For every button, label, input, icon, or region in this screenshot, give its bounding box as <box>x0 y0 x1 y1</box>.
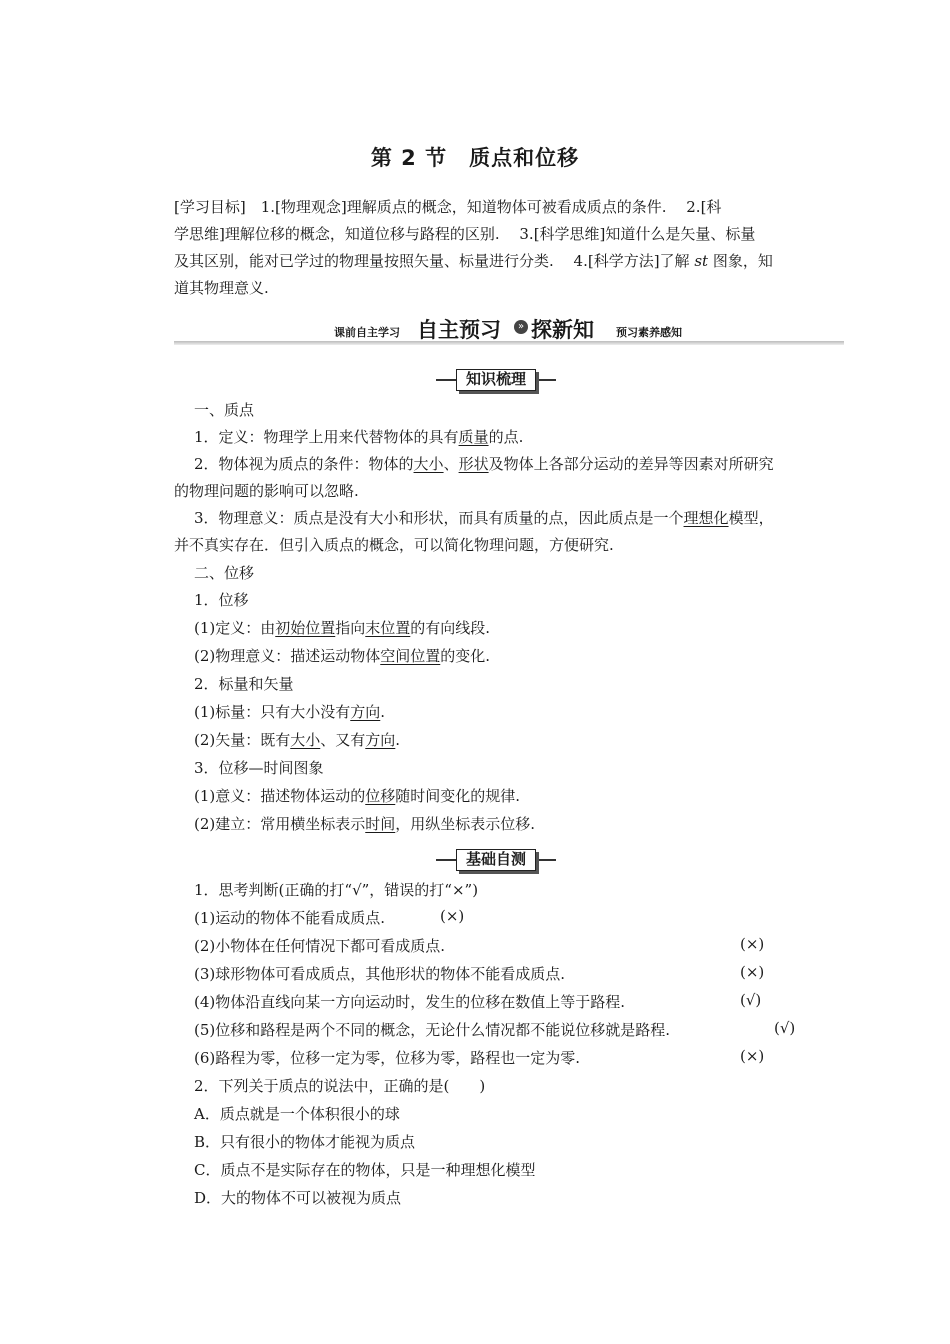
sub2b: (2)矢量：既有大小、又有方向. <box>194 731 401 749</box>
goals-line-2: 学思维]理解位移的概念，知道位移与路程的区别. 3.[科学思维]知道什么是矢量、标量 <box>174 225 756 243</box>
judge-item-2: (2)小物体在任何情况下都可看成质点. <box>194 937 446 955</box>
tag-label: 基础自测 <box>456 849 536 871</box>
judge-item-4: (4)物体沿直线向某一方向运动时，发生的位移在数值上等于路程. <box>194 993 626 1011</box>
judge-mark-6: (×) <box>740 1047 765 1065</box>
sub1b: (2)物理意义：描述运动物体空间位置的变化. <box>194 647 491 665</box>
banner-right-text: 预习素养感知 <box>616 326 682 339</box>
judge-mark-4: (√) <box>740 991 762 1009</box>
sub1: 1．位移 <box>194 591 249 609</box>
judge-mark-1: (×) <box>440 907 465 925</box>
answer-blank: 形状 <box>458 455 489 473</box>
answer-blank: 方向 <box>365 731 396 749</box>
judge-item-3: (3)球形物体可看成质点，其他形状的物体不能看成质点. <box>194 965 566 983</box>
answer-blank: 初始位置 <box>275 619 336 637</box>
heading-displacement: 二、位移 <box>194 564 255 582</box>
sub1a: (1)定义：由初始位置指向末位置的有向线段. <box>194 619 491 637</box>
goals-line-3 <box>174 250 773 271</box>
judge-mark-5: (√) <box>774 1019 796 1037</box>
banner-title-b: 探新知 <box>531 318 594 342</box>
answer-blank: 大小 <box>413 455 444 473</box>
option-d: D．大的物体不可以被视为质点 <box>194 1189 402 1207</box>
page-title: 第 2 节 质点和位移 <box>370 146 580 170</box>
goals-line-3-text: 及其区别，能对已学过的物理量按照矢量、标量进行分类. 4.[科学方法]了解 <box>174 252 695 270</box>
banner-bar <box>174 341 844 345</box>
judge-item-5: (5)位移和路程是两个不同的概念，无论什么情况都不能说位移就是路程. <box>194 1021 671 1039</box>
goals-line-3-tail: 图象，知 <box>708 252 773 270</box>
goals-line-1: [学习目标] 1.[物理观念]理解质点的概念，知道物体可被看成质点的条件. 2.[科 <box>174 198 722 216</box>
banner-left-text: 课前自主学习 <box>334 326 400 339</box>
option-c: C．质点不是实际存在的物体，只是一种理想化模型 <box>194 1161 536 1179</box>
judge-item-6: (6)路程为零，位移一定为零，位移为零，路程也一定为零. <box>194 1049 581 1067</box>
judge-item-1: (1)运动的物体不能看成质点. <box>194 909 386 927</box>
sub3b: (2)建立：常用横坐标表示时间，用纵坐标表示位移. <box>194 815 536 833</box>
heading-mass-point: 一、质点 <box>194 401 255 419</box>
p2-cont: 的物理问题的影响可以忽略. <box>174 482 359 500</box>
sub2a: (1)标量：只有大小没有方向. <box>194 703 386 721</box>
answer-blank: 方向 <box>350 703 381 721</box>
sub3a: (1)意义：描述物体运动的位移随时间变化的规律. <box>194 787 521 805</box>
sub2: 2．标量和矢量 <box>194 675 294 693</box>
section-tag-knowledge <box>436 369 556 391</box>
judge-mark-3: (×) <box>740 963 765 981</box>
p1: 1．定义：物理学上用来代替物体的具有质量的点. <box>194 428 524 446</box>
answer-blank: 空间位置 <box>380 647 441 665</box>
answer-blank: 时间 <box>365 815 396 833</box>
answer-blank: 质量 <box>458 428 489 446</box>
section-tag-selftest <box>436 849 556 871</box>
p3-cont: 并不真实存在．但引入质点的概念，可以简化物理问题，方便研究. <box>174 536 614 554</box>
question-1: 1．思考判断(正确的打“√”，错误的打“×”) <box>194 881 479 899</box>
option-a: A．质点就是一个体积很小的球 <box>194 1105 400 1123</box>
answer-blank: 大小 <box>290 731 321 749</box>
judge-mark-2: (×) <box>740 935 765 953</box>
banner-arrow-icon: » <box>514 320 528 334</box>
goals-line-4: 道其物理意义. <box>174 279 269 297</box>
section-banner <box>174 314 844 350</box>
tag-label: 知识梳理 <box>456 369 536 391</box>
st-symbol: st <box>694 252 709 270</box>
banner-title-a: 自主预习 <box>417 318 501 342</box>
answer-blank: 末位置 <box>365 619 411 637</box>
p2: 2．物体视为质点的条件：物体的大小、形状及物体上各部分运动的差异等因素对所研究 <box>194 455 774 473</box>
option-b: B．只有很小的物体才能视为质点 <box>194 1133 416 1151</box>
answer-blank: 理想化 <box>683 509 729 527</box>
answer-blank: 位移 <box>365 787 396 805</box>
p3: 3．物理意义：质点是没有大小和形状，而具有质量的点，因此质点是一个理想化模型， <box>194 509 774 527</box>
question-2: 2．下列关于质点的说法中，正确的是( ) <box>194 1077 486 1095</box>
sub3: 3．位移—时间图象 <box>194 759 324 777</box>
